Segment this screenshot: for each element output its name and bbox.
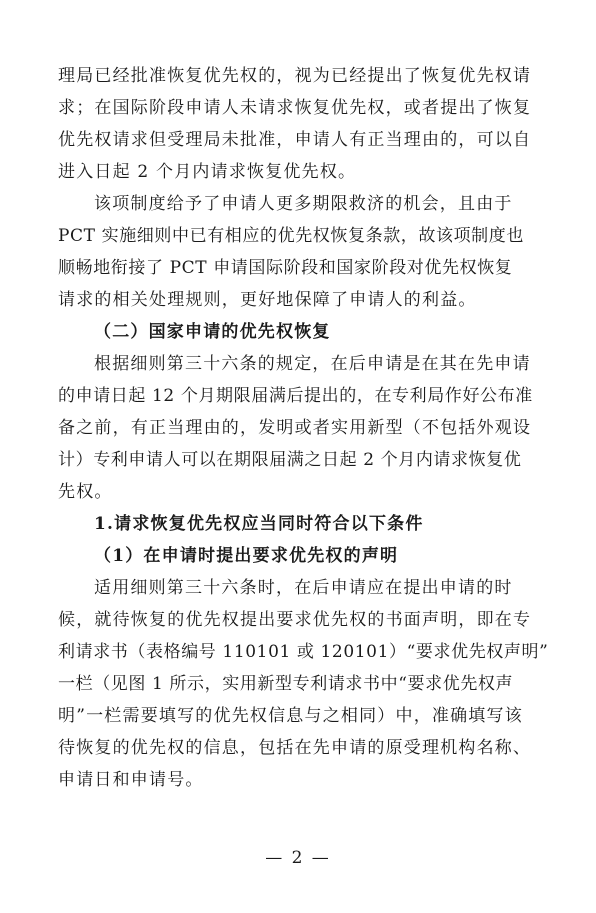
text-line: 根据细则第三十六条的规定，在后申请是在其在先申请 bbox=[94, 354, 531, 374]
text-line: 理局已经批准恢复优先权的，视为已经提出了恢复优先权请 bbox=[58, 66, 532, 86]
subsection-heading: 1.请求恢复优先权应当同时符合以下条件 bbox=[94, 514, 424, 534]
text-line: 优先权请求但受理局未批准，申请人有正当理由的，可以自 bbox=[58, 130, 532, 150]
text-line: PCT 实施细则中已有相应的优先权恢复条款，故该项制度也 bbox=[58, 226, 524, 246]
document-body bbox=[58, 60, 549, 796]
section-heading: （二）国家申请的优先权恢复 bbox=[94, 322, 331, 342]
text-line: 求；在国际阶段申请人未请求恢复优先权，或者提出了恢复 bbox=[58, 98, 532, 118]
text-line: 计）专利申请人可以在期限届满之日起 2 个月内请求恢复优 bbox=[58, 450, 522, 470]
text-line: 申请日和申请号。 bbox=[58, 770, 204, 790]
text-line: 进入日起 2 个月内请求恢复优先权。 bbox=[58, 162, 357, 182]
text-line: 先权。 bbox=[58, 482, 113, 502]
text-line: 该项制度给予了申请人更多期限救济的机会，且由于 bbox=[94, 194, 513, 214]
text-line: 适用细则第三十六条时，在后申请应在提出申请的时 bbox=[94, 578, 513, 598]
text-line: 备之前，有正当理由的，发明或者实用新型（不包括外观设 bbox=[58, 418, 532, 438]
text-line: 顺畅地衔接了 PCT 申请国际阶段和国家阶段对优先权恢复 bbox=[58, 258, 513, 278]
text-line: 明”一栏需要填写的优先权信息与之相同）中，准确填写该 bbox=[58, 706, 523, 726]
subsection-heading: （1）在申请时提出要求优先权的声明 bbox=[94, 546, 399, 566]
text-line: 一栏（见图 1 所示，实用新型专利请求书中“要求优先权声 bbox=[58, 674, 514, 694]
text-line: 的申请日起 12 个月期限届满后提出的，在专利局作好公布准 bbox=[58, 386, 533, 406]
page-number: — 2 — bbox=[265, 848, 331, 868]
text-line: 候，就待恢复的优先权提出要求优先权的书面声明，即在专 bbox=[58, 610, 532, 630]
text-line: 请求的相关处理规则，更好地保障了申请人的利益。 bbox=[58, 290, 477, 310]
text-line: 利请求书（表格编号 110101 或 120101）“要求优先权声明” bbox=[58, 642, 549, 662]
text-line: 待恢复的优先权的信息，包括在先申请的原受理机构名称、 bbox=[58, 738, 532, 758]
